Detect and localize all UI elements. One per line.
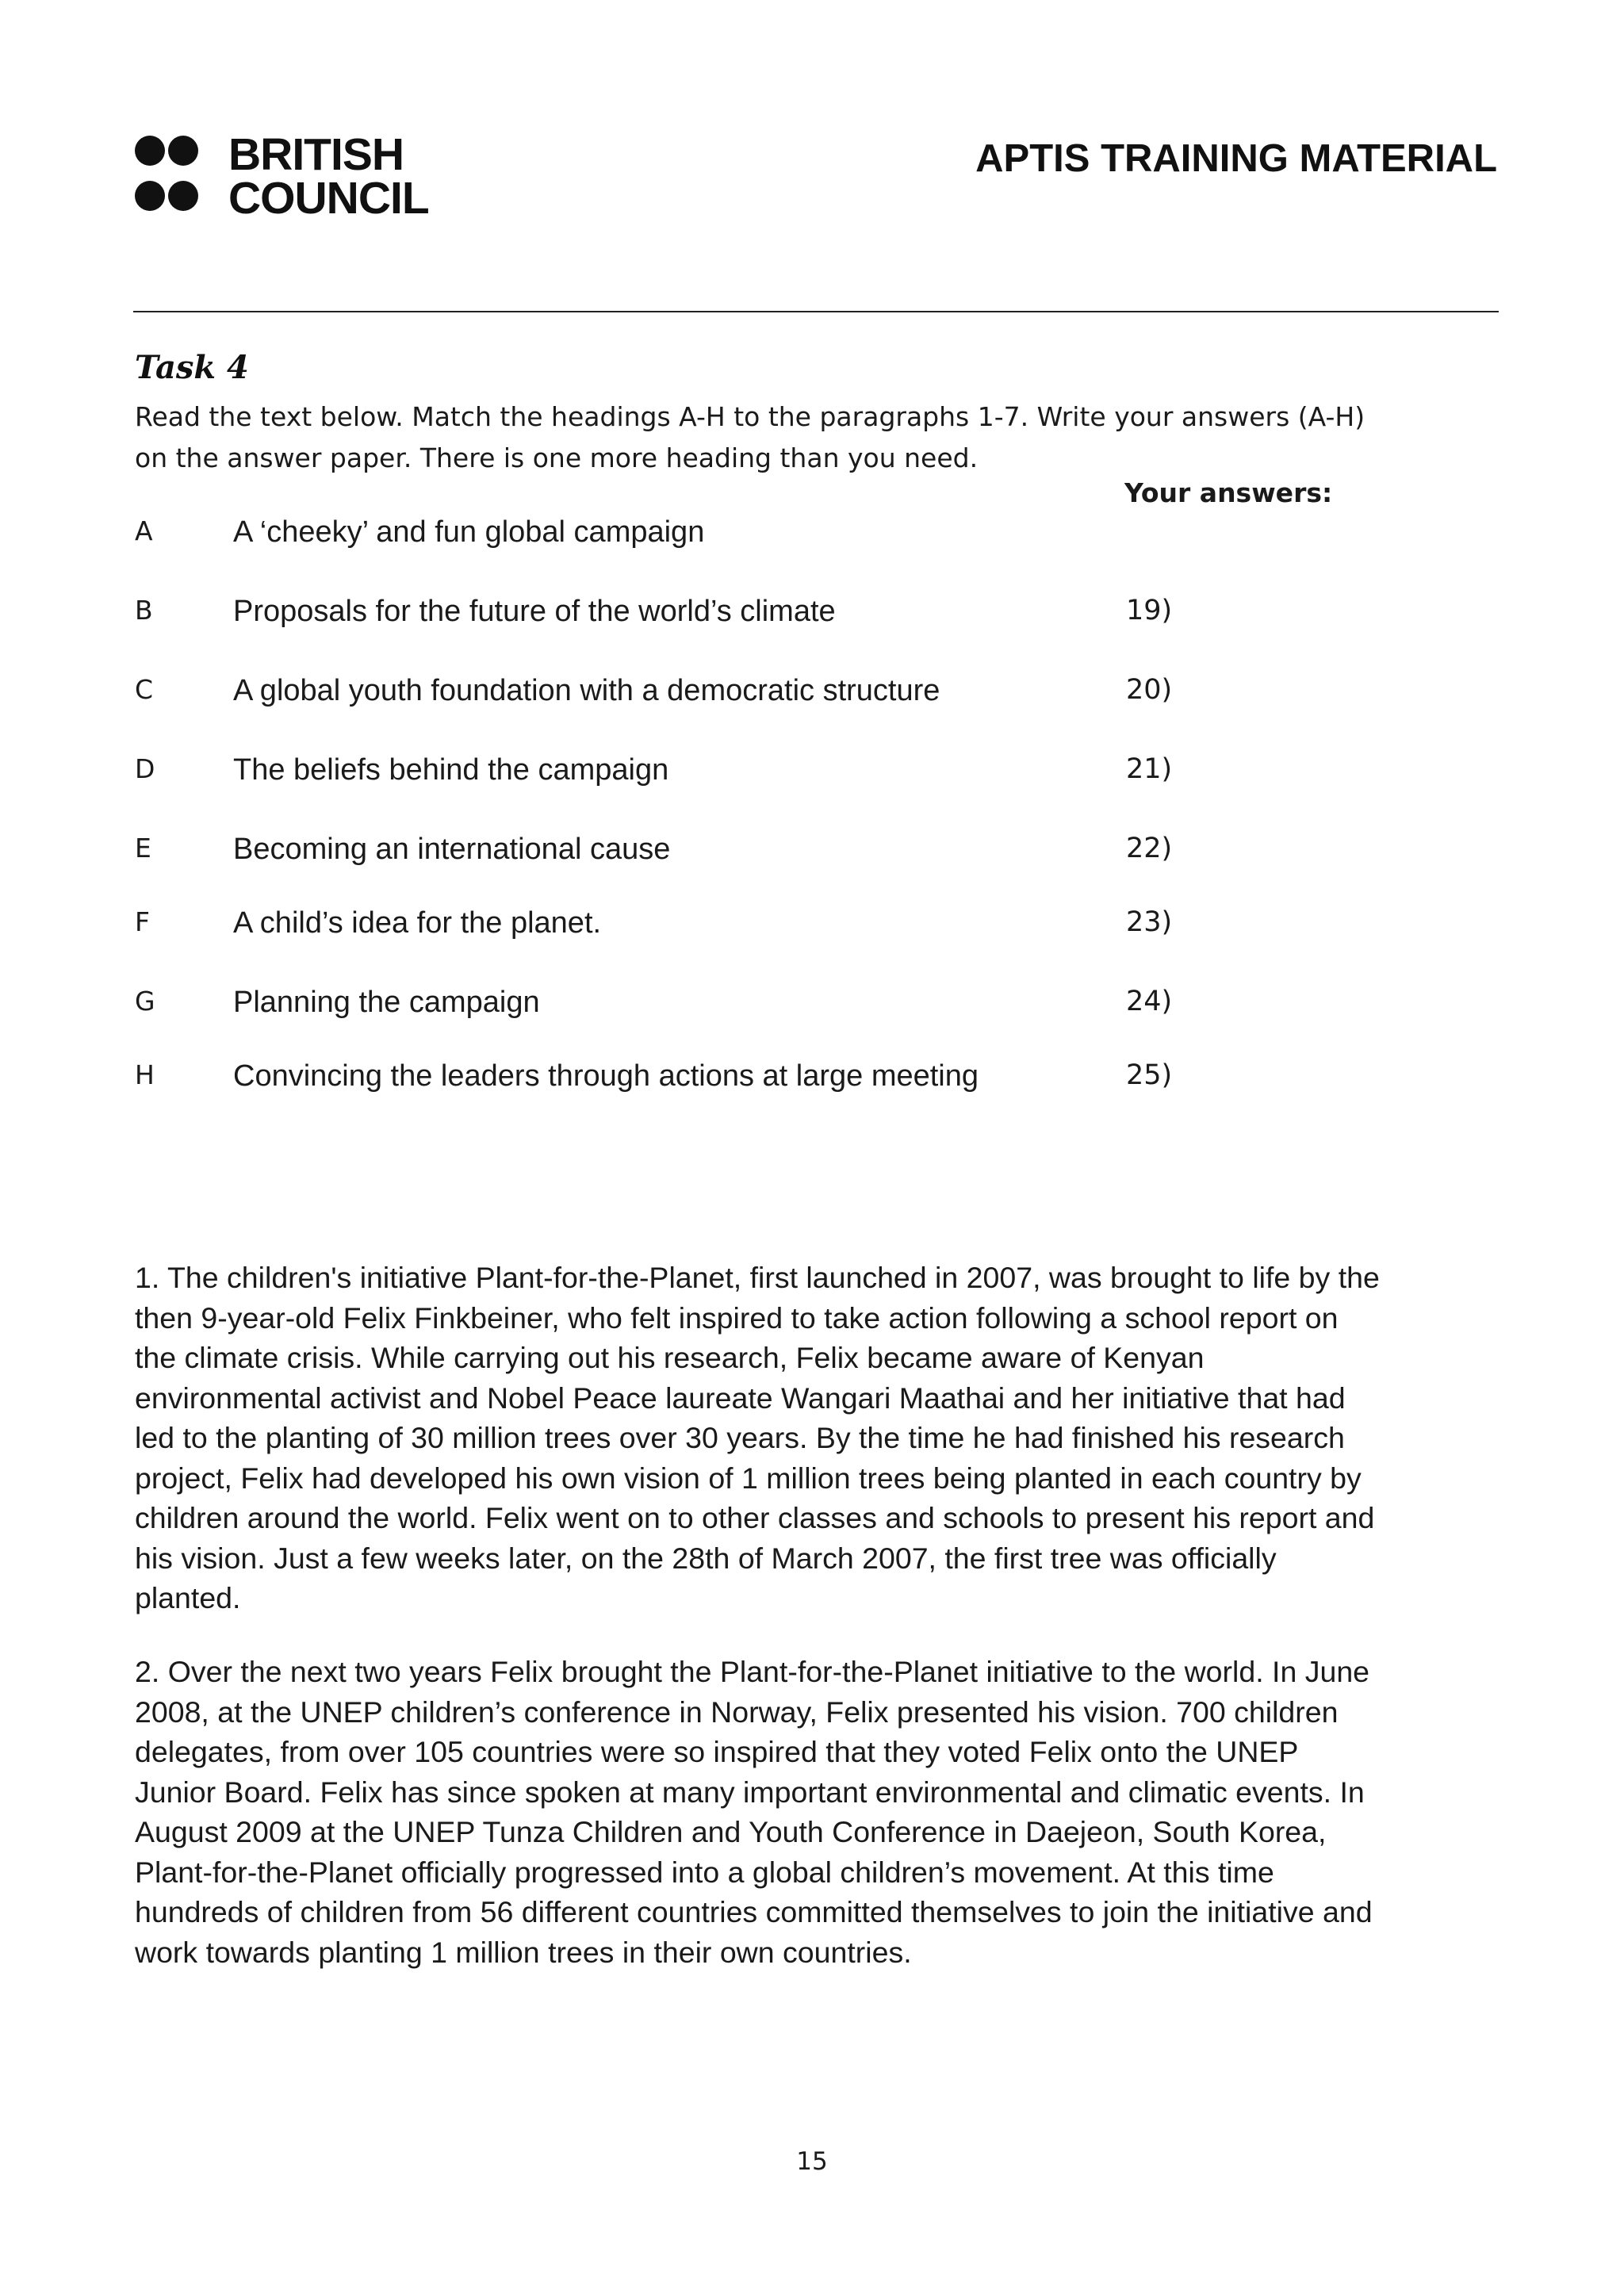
heading-row-h — [0, 1059, 1624, 1099]
logo-wordmark — [228, 129, 429, 224]
answer-slot[interactable]: 24) — [1126, 986, 1173, 1017]
heading-text: A child’s idea for the planet. — [233, 906, 602, 940]
paragraph-line: his vision. Just a few weeks later, on the 28th of March 2007, the first tree was officially — [135, 1541, 1277, 1575]
answer-slot[interactable]: 20) — [1126, 674, 1173, 706]
paragraph-line: then 9-year-old Felix Finkbeiner, who felt inspired to take action following a school report on — [135, 1300, 1339, 1335]
paragraph-line: planted. — [135, 1581, 241, 1614]
answer-slot[interactable]: 23) — [1126, 906, 1173, 938]
instruction-line: on the answer paper. There is one more heading than you need. — [135, 442, 979, 473]
heading-letter: G — [135, 986, 155, 1017]
paragraph-line: Junior Board. Felix has since spoken at many important environmental and climatic events. In — [135, 1775, 1365, 1809]
task-instructions — [135, 396, 1499, 479]
logo-dots-icon — [135, 136, 198, 220]
heading-letter: A — [135, 515, 153, 546]
instruction-line: Read the text below. Match the headings A-H to the paragraphs 1-7. Write your answers (A-H) — [135, 401, 1365, 432]
paragraph-line: August 2009 at the UNEP Tunza Children and Youth Conference in Daejeon, South Korea, — [135, 1815, 1327, 1848]
paragraph-line: the climate crisis. While carrying out his research, Felix became aware of Kenyan — [135, 1341, 1205, 1374]
page-number: 15 — [796, 2147, 828, 2176]
heading-text: A global youth foundation with a democratic structure — [233, 674, 940, 707]
document-title: APTIS TRAINING MATERIAL — [975, 137, 1497, 180]
heading-row-a — [0, 515, 1624, 555]
paragraph-line: 1. The children's initiative Plant-for-the-Planet, first launched in 2007, was brought to life by the — [135, 1261, 1380, 1294]
answer-slot[interactable]: 22) — [1126, 833, 1173, 864]
paragraph-line: hundreds of children from 56 different countries committed themselves to join the initiative and — [135, 1895, 1373, 1928]
heading-text: The beliefs behind the campaign — [233, 753, 669, 787]
paragraph-line: children around the world. Felix went on to other classes and schools to present his report and — [135, 1501, 1375, 1534]
heading-row-c — [0, 674, 1624, 714]
heading-row-g — [0, 986, 1624, 1025]
heading-letter: H — [135, 1059, 155, 1090]
heading-letter: B — [135, 595, 153, 626]
heading-text: Becoming an international cause — [233, 833, 671, 866]
heading-letter: F — [135, 906, 150, 937]
answer-slot[interactable]: 19) — [1126, 595, 1173, 626]
paragraph-line: led to the planting of 30 million trees over 30 years. By the time he had finished his research — [135, 1421, 1345, 1454]
heading-letter: C — [135, 674, 154, 705]
answer-slot[interactable]: 25) — [1126, 1059, 1173, 1091]
heading-row-d — [0, 753, 1624, 793]
heading-text: Convincing the leaders through actions at large meeting — [233, 1059, 979, 1093]
heading-row-b — [0, 595, 1624, 634]
paragraph-line: 2. Over the next two years Felix brought the Plant-for-the-Planet initiative to the world. In June — [135, 1655, 1370, 1688]
task-title: Task 4 — [135, 349, 249, 386]
heading-text: Planning the campaign — [233, 986, 540, 1019]
paragraph-line: work towards planting 1 million trees in their own countries. — [135, 1935, 912, 1969]
answer-slot[interactable]: 21) — [1126, 753, 1173, 785]
heading-row-f — [0, 906, 1624, 946]
paragraph-line: environmental activist and Nobel Peace laureate Wangari Maathai and her initiative that had — [135, 1381, 1346, 1415]
heading-text: A ‘cheeky’ and fun global campaign — [233, 515, 705, 549]
paragraph-line: delegates, from over 105 countries were so inspired that they voted Felix onto the UNEP — [135, 1735, 1299, 1768]
paragraph-2 — [135, 1652, 1419, 1972]
heading-letter: D — [135, 753, 155, 784]
paragraph-line: project, Felix had developed his own vision of 1 million trees being planted in each country by — [135, 1461, 1362, 1495]
logo-line-2: COUNCIL — [228, 173, 429, 224]
paragraph-1 — [135, 1258, 1419, 1618]
paragraph-line: Plant-for-the-Planet officially progressed into a global children’s movement. At this time — [135, 1855, 1274, 1889]
heading-text: Proposals for the future of the world’s climate — [233, 595, 836, 628]
logo-line-1: BRITISH — [228, 129, 404, 180]
paragraph-line: 2008, at the UNEP children’s conference in Norway, Felix presented his vision. 700 children — [135, 1695, 1339, 1729]
heading-letter: E — [135, 833, 151, 864]
british-council-logo — [135, 129, 436, 224]
heading-row-e — [0, 833, 1624, 872]
your-answers-label: Your answers: — [1124, 477, 1333, 508]
header-divider — [133, 311, 1499, 312]
